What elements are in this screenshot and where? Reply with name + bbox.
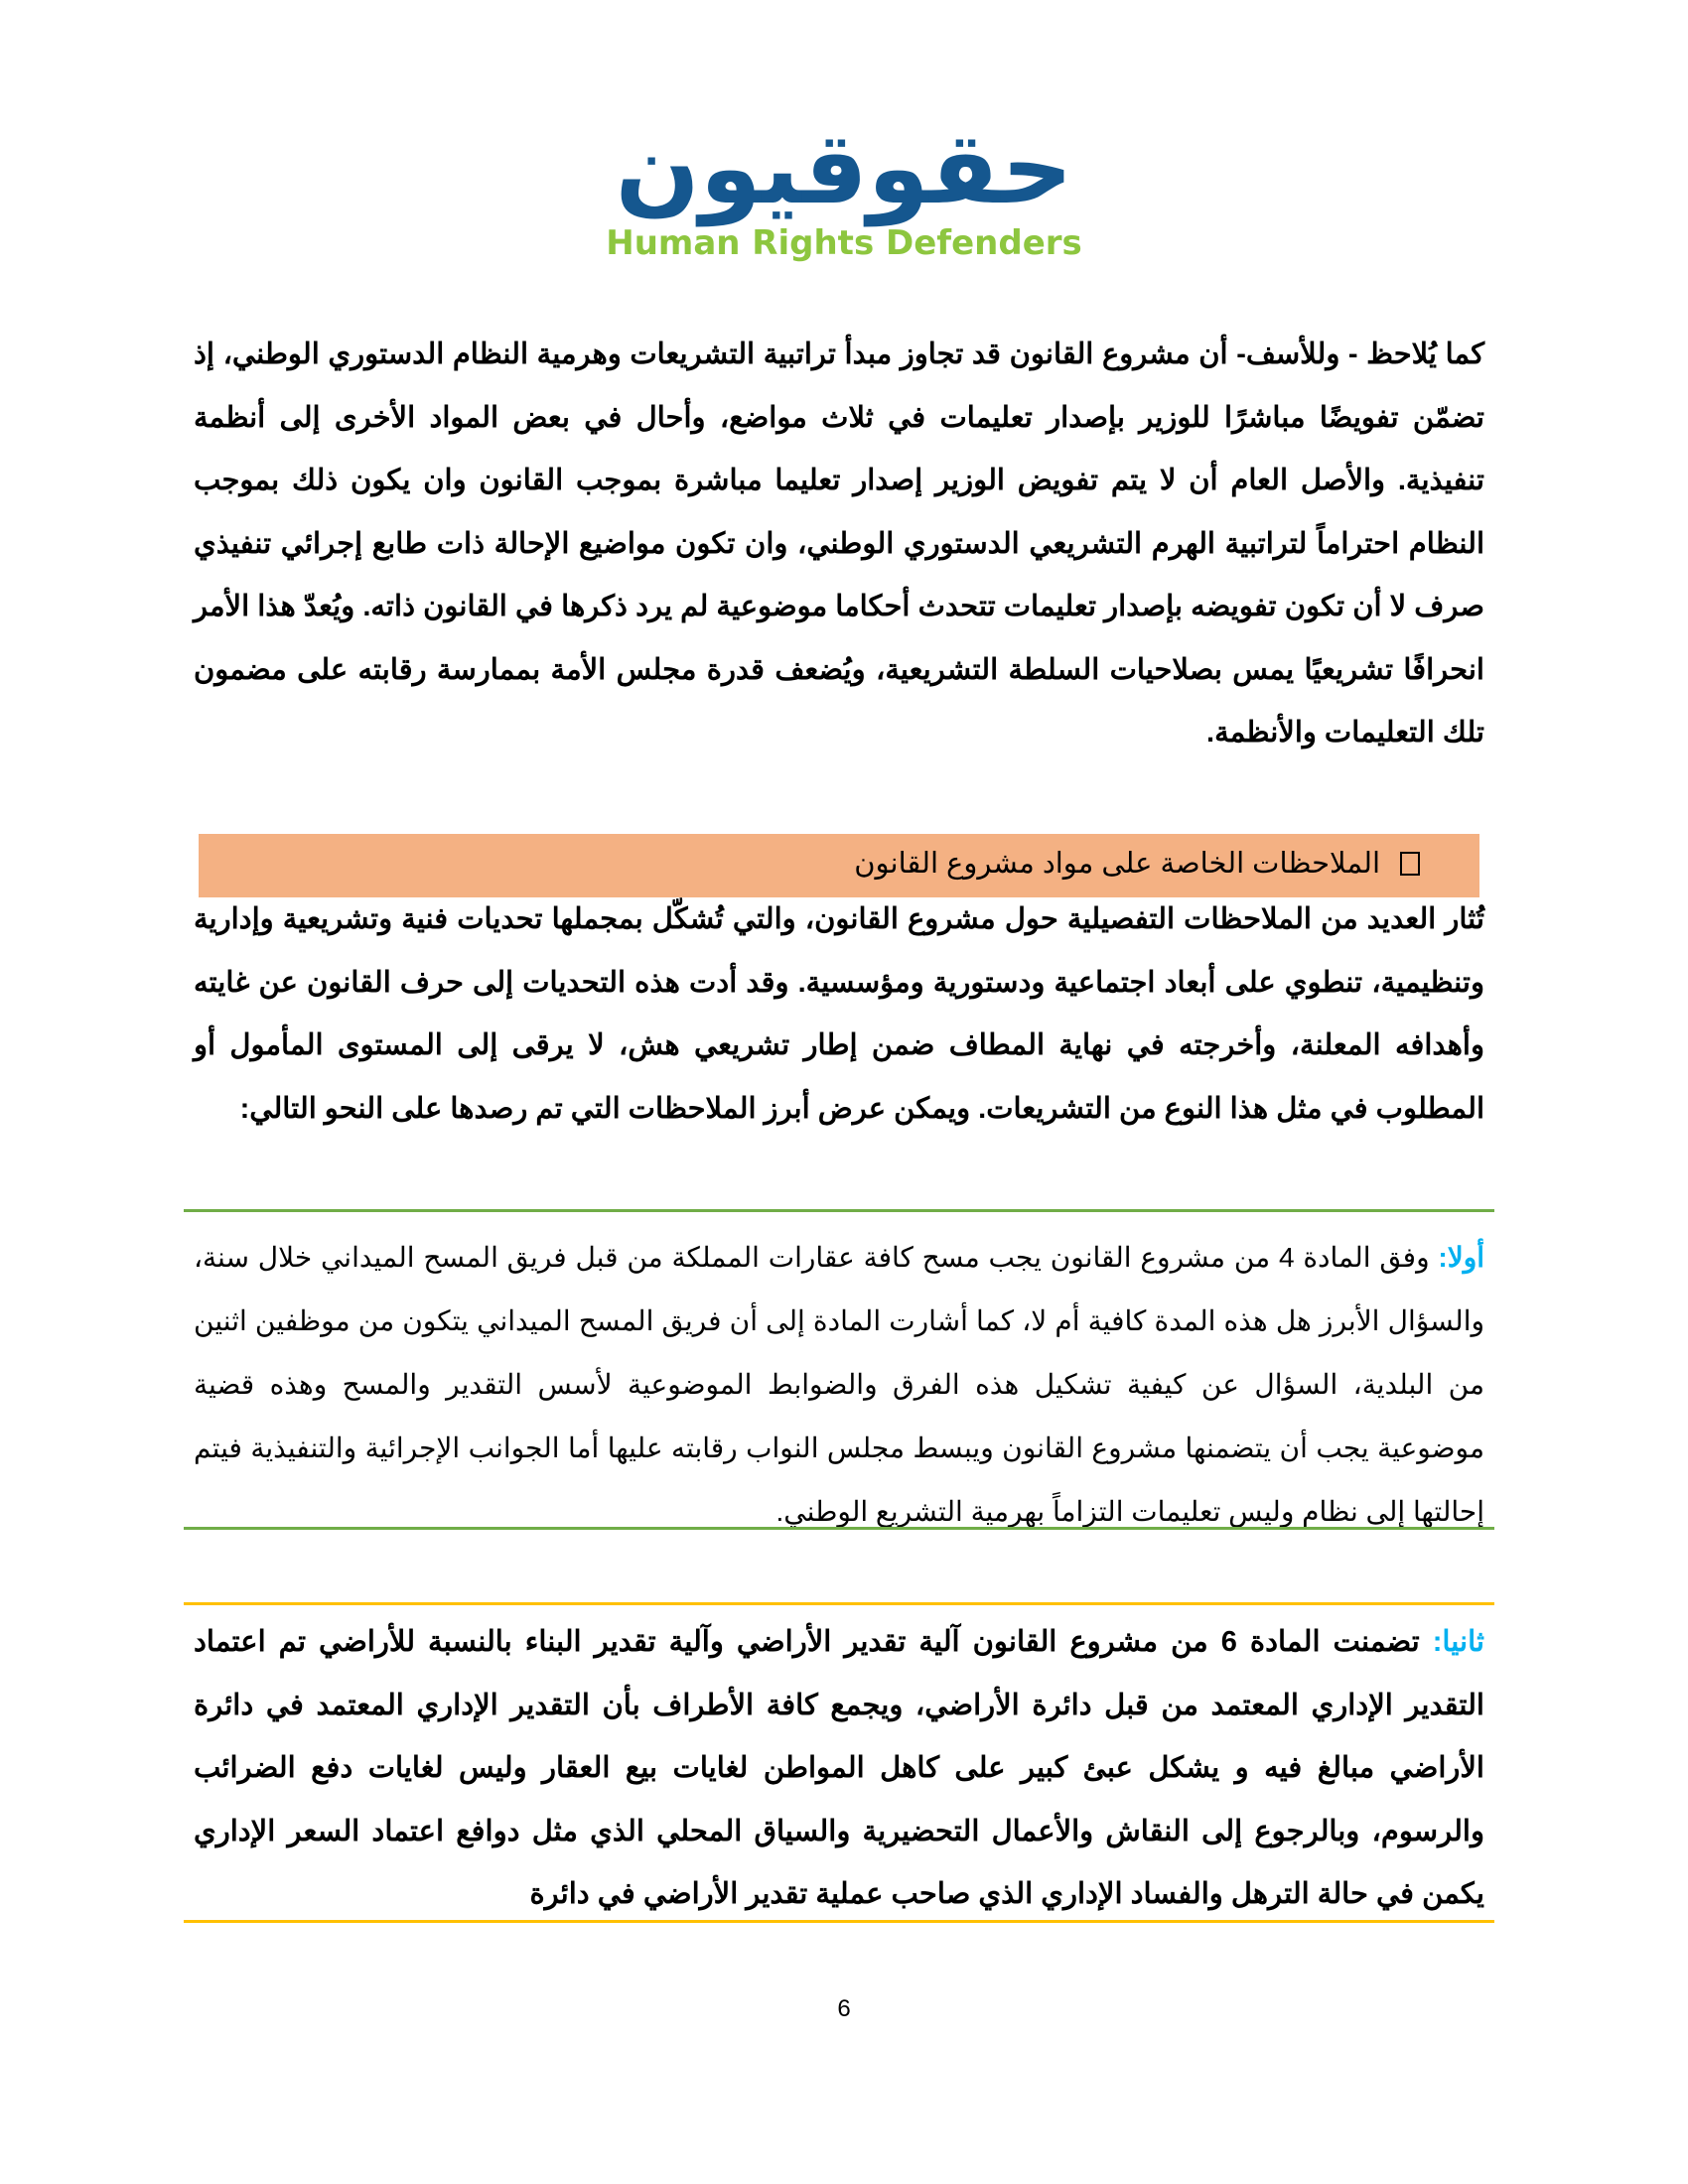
checkbox-bullet-icon	[1400, 852, 1420, 876]
logo-arabic-wordmark: حقوقيون	[615, 110, 1073, 226]
second-note	[194, 1611, 1484, 1927]
second-note-bottom-border	[184, 1920, 1494, 1923]
first-note-top-border	[184, 1209, 1494, 1212]
second-note-lead: ثانيا:	[1432, 1626, 1484, 1658]
second-note-top-border	[184, 1602, 1494, 1605]
section-heading: الملاحظات الخاصة على مواد مشروع القانون	[854, 848, 1380, 880]
first-note-bottom-border	[184, 1527, 1494, 1530]
first-note-text: وفق المادة 4 من مشروع القانون يجب مسح كافة عقارات المملكة من قبل فريق المسح الميداني خلال سنة، والسؤال الأبرز هل هذه المدة كافية أم لا، كما أشارت المادة إلى أن فريق المسح الميداني يتكون من موظفين اثنين من البلدية، السؤال عن كيفية تشكيل هذه الفرق والضوابط الموضوعية لأسس التقدير والمسح وهذه قضية موضوعية يجب أن يتضمنها مشروع القانون ويبسط مجلس النواب رقابته عليها أما الجوانب الإجرائية والتنفيذية فيتم إحالتها إلى نظام وليس تعليمات التزاماً بهرمية التشريع الوطني.	[194, 1242, 1484, 1527]
first-note-lead: أولا:	[1438, 1242, 1484, 1273]
organization-logo	[596, 110, 1092, 283]
intro-paragraph: كما يُلاحظ - وللأسف- أن مشروع القانون قد تجاوز مبدأ تراتبية التشريعات وهرمية النظام الدستوري الوطني، إذ تضمّن تفويضًا مباشرًا للوزير بإصدار تعليمات في ثلاث مواضع، وأحال في بعض المواد الأخرى إلى أنظمة تنفيذية. والأصل العام أن لا يتم تفويض الوزير إصدار تعليما مباشرة بموجب القانون وان يكون ذلك بموجب النظام احتراماً لتراتبية الهرم التشريعي الدستوري الوطني، وان تكون مواضيع الإحالة ذات طابع إجرائي تنفيذي صرف لا أن تكون تفويضه بإصدار تعليمات تتحدث أحكاما موضوعية لم يرد ذكرها في القانون ذاته. ويُعدّ هذا الأمر انحرافًا تشريعيًا يمس بصلاحيات السلطة التشريعية، ويُضعف قدرة مجلس الأمة بممارسة رقابته على مضمون تلك التعليمات والأنظمة.	[194, 339, 1484, 749]
logo-english-wordmark: Human Rights Defenders	[606, 223, 1082, 263]
second-note-text: تضمنت المادة 6 من مشروع القانون آلية تقدير الأراضي وآلية تقدير البناء بالنسبة للأراضي تم اعتماد التقدير الإداري المعتمد من قبل دائرة الأراضي، ويجمع كافة الأطراف بأن التقدير الإداري المعتمد في دائرة الأراضي مبالغ فيه و يشكل عبئ كبير على كاهل المواطن لغايات بيع العقار وليس لغايات دفع الضرائب والرسوم، وبالرجوع إلى النقاش والأعمال التحضيرية والسياق المحلي الذي مثل دوافع اعتماد السعر الإداري يكمن في حالة الترهل والفساد الإداري الذي صاحب عملية تقدير الأراضي في دائرة	[194, 1626, 1484, 1910]
page-number: 6	[837, 1995, 851, 2022]
section-paragraph: تُثار العديد من الملاحظات التفصيلية حول مشروع القانون، والتي تُشكّل بمجملها تحديات فنية وتشريعية وإدارية وتنظيمية، تنطوي على أبعاد اجتماعية ودستورية ومؤسسية. وقد أدت هذه التحديات إلى حرف القانون عن غايته وأهدافه المعلنة، وأخرجته في نهاية المطاف ضمن إطار تشريعي هش، لا يرقى إلى المستوى المأمول أو المطلوب في مثل هذا النوع من التشريعات. ويمكن عرض أبرز الملاحظات التي تم رصدها على النحو التالي:	[194, 903, 1484, 1125]
first-note	[194, 1226, 1484, 1544]
